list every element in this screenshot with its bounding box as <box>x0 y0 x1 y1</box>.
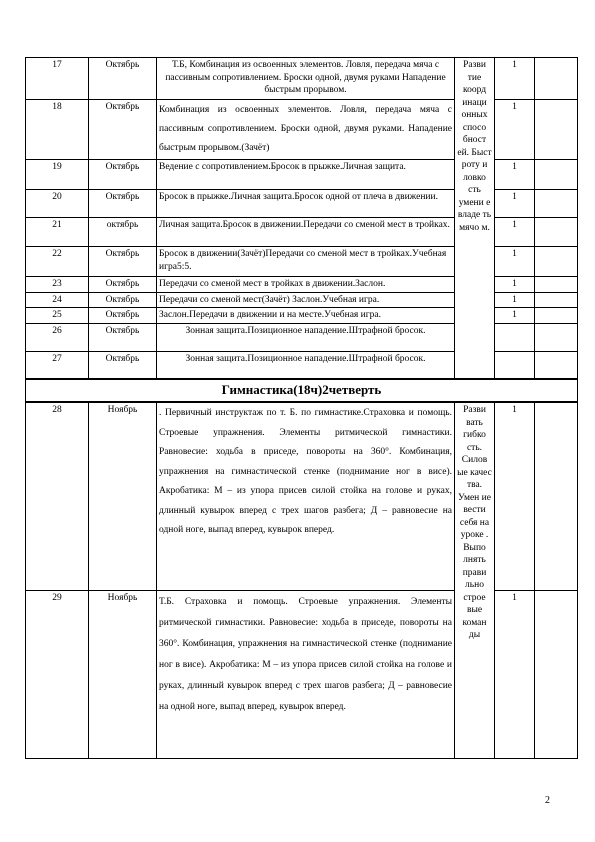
lesson-month: Октябрь <box>89 277 157 293</box>
lesson-number: 17 <box>26 58 89 100</box>
lesson-hours: 1 <box>495 590 535 758</box>
table-row <box>26 100 578 160</box>
lesson-number: 24 <box>26 292 89 308</box>
table-row <box>26 308 578 324</box>
table-row <box>26 402 578 590</box>
lesson-month: Октябрь <box>89 58 157 100</box>
lesson-hours: 1 <box>495 277 535 293</box>
lesson-hours: 1 <box>495 100 535 160</box>
empty-cell <box>535 247 578 277</box>
empty-cell <box>535 292 578 308</box>
empty-cell <box>535 308 578 324</box>
lesson-month: Октябрь <box>89 351 157 379</box>
table-row <box>26 292 578 308</box>
empty-cell <box>535 218 578 247</box>
lesson-number: 22 <box>26 247 89 277</box>
lesson-description: Заслон.Передачи в движении и на месте.Учебная игра. <box>157 308 455 324</box>
empty-cell <box>535 58 578 100</box>
empty-cell <box>535 277 578 293</box>
empty-cell <box>535 190 578 218</box>
empty-cell <box>535 100 578 160</box>
lesson-month: Октябрь <box>89 190 157 218</box>
lesson-goal: Разви тие коорд инаци онных спосо бност ей. Быст роту и ловко сть умени е владе ть мячо м. <box>455 58 495 380</box>
lesson-description: Бросок в движении(Зачёт)Передачи со сменой мест в тройках.Учебная игра5:5. <box>157 247 455 277</box>
lesson-hours: 1 <box>495 160 535 190</box>
table-row <box>26 218 578 247</box>
lesson-hours <box>495 351 535 379</box>
lesson-description: Т.Б, Комбинация из освоенных элементов. Ловля, передача мяча с пассивным сопротивлением. Броски одной, двумя руками Нападение быстрым прорывом. <box>157 58 455 100</box>
lesson-number: 23 <box>26 277 89 293</box>
empty-cell <box>535 590 578 758</box>
lesson-number: 21 <box>26 218 89 247</box>
lesson-month: Ноябрь <box>89 402 157 590</box>
lesson-description: Комбинация из освоенных элементов. Ловля, передача мяча с пассивным сопротивлением. Броски одной, двумя руками. Нападение быстрым прорывом.(Зачёт) <box>157 100 455 160</box>
table-row <box>26 351 578 379</box>
empty-cell <box>535 160 578 190</box>
lesson-description: Ведение с сопротивлением.Бросок в прыжке.Личная защита. <box>157 160 455 190</box>
lesson-number: 19 <box>26 160 89 190</box>
table-row <box>26 190 578 218</box>
table-row <box>26 247 578 277</box>
lesson-description: . Первичный инструктаж по т. Б. по гимнастике.Страховка и помощь. Строевые упражнения. Элементы ритмической гимнастики. Равновесие: ходьба в приседе, повороты на 360°. Комбинация, упражнения на гимнастической стенке (поднимание ног в висе). Акробатика: М – из упора присев силой стойка на голове и руках, длинный кувырок вперед с трех шагов разбега; Д – равновесие на одной ноге, выпад вперед, кувырок вперед. <box>157 402 455 590</box>
lesson-description: Бросок в прыжке.Личная защита.Бросок одной от плеча в движении. <box>157 190 455 218</box>
lesson-description: Зонная защита.Позиционное нападение.Штрафной бросок. <box>157 323 455 351</box>
table-row <box>26 160 578 190</box>
empty-cell <box>535 351 578 379</box>
table-row <box>26 277 578 293</box>
table-row <box>26 323 578 351</box>
lesson-hours: 1 <box>495 292 535 308</box>
lesson-number: 26 <box>26 323 89 351</box>
lesson-number: 28 <box>26 402 89 590</box>
lesson-number: 20 <box>26 190 89 218</box>
empty-cell <box>535 323 578 351</box>
lesson-hours <box>495 323 535 351</box>
lesson-month: Октябрь <box>89 247 157 277</box>
lesson-hours: 1 <box>495 402 535 590</box>
lesson-description: Передачи со сменой мест в тройках в движении.Заслон. <box>157 277 455 293</box>
lesson-month: Октябрь <box>89 160 157 190</box>
section-title: Гимнастика(18ч)2четверть <box>26 379 578 402</box>
lesson-description: Зонная защита.Позиционное нападение.Штрафной бросок. <box>157 351 455 379</box>
lesson-month: октябрь <box>89 218 157 247</box>
lesson-hours: 1 <box>495 247 535 277</box>
lesson-plan-table <box>25 57 578 759</box>
lesson-month: Октябрь <box>89 100 157 160</box>
lesson-hours: 1 <box>495 190 535 218</box>
lesson-month: Октябрь <box>89 323 157 351</box>
lesson-number: 25 <box>26 308 89 324</box>
lesson-month: Ноябрь <box>89 590 157 758</box>
lesson-description: Личная защита.Бросок в движении.Передачи со сменой мест в тройках. <box>157 218 455 247</box>
lesson-month: Октябрь <box>89 308 157 324</box>
lesson-hours: 1 <box>495 308 535 324</box>
lesson-number: 29 <box>26 590 89 758</box>
lesson-hours: 1 <box>495 218 535 247</box>
lesson-number: 18 <box>26 100 89 160</box>
lesson-hours: 1 <box>495 58 535 100</box>
page-number: 2 <box>545 795 550 806</box>
lesson-goal: Разви вать гибко сть. Силов ые качес тва. Умен ие вести себя на уроке . Выпо лнять прави льно строе вые коман ды <box>455 402 495 758</box>
table-row <box>26 590 578 758</box>
lesson-number: 27 <box>26 351 89 379</box>
lesson-description: Т.Б. Страховка и помощь. Строевые упражнения. Элементы ритмической гимнастики. Равновесие: ходьба в приседе, повороты на 360°. Комбинация, упражнения на гимнастической стенке (поднимание ног в висе). Акробатика: М – из упора присев силой стойка на голове и руках, длинный кувырок вперед с трех шагов разбега; Д – равновесие на одной ноге, выпад вперед, кувырок вперед. <box>157 590 455 758</box>
section-header-row <box>26 379 578 402</box>
lesson-month: Октябрь <box>89 292 157 308</box>
empty-cell <box>535 402 578 590</box>
lesson-description: Передачи со сменой мест(Зачёт) Заслон.Учебная игра. <box>157 292 455 308</box>
table-row <box>26 58 578 100</box>
